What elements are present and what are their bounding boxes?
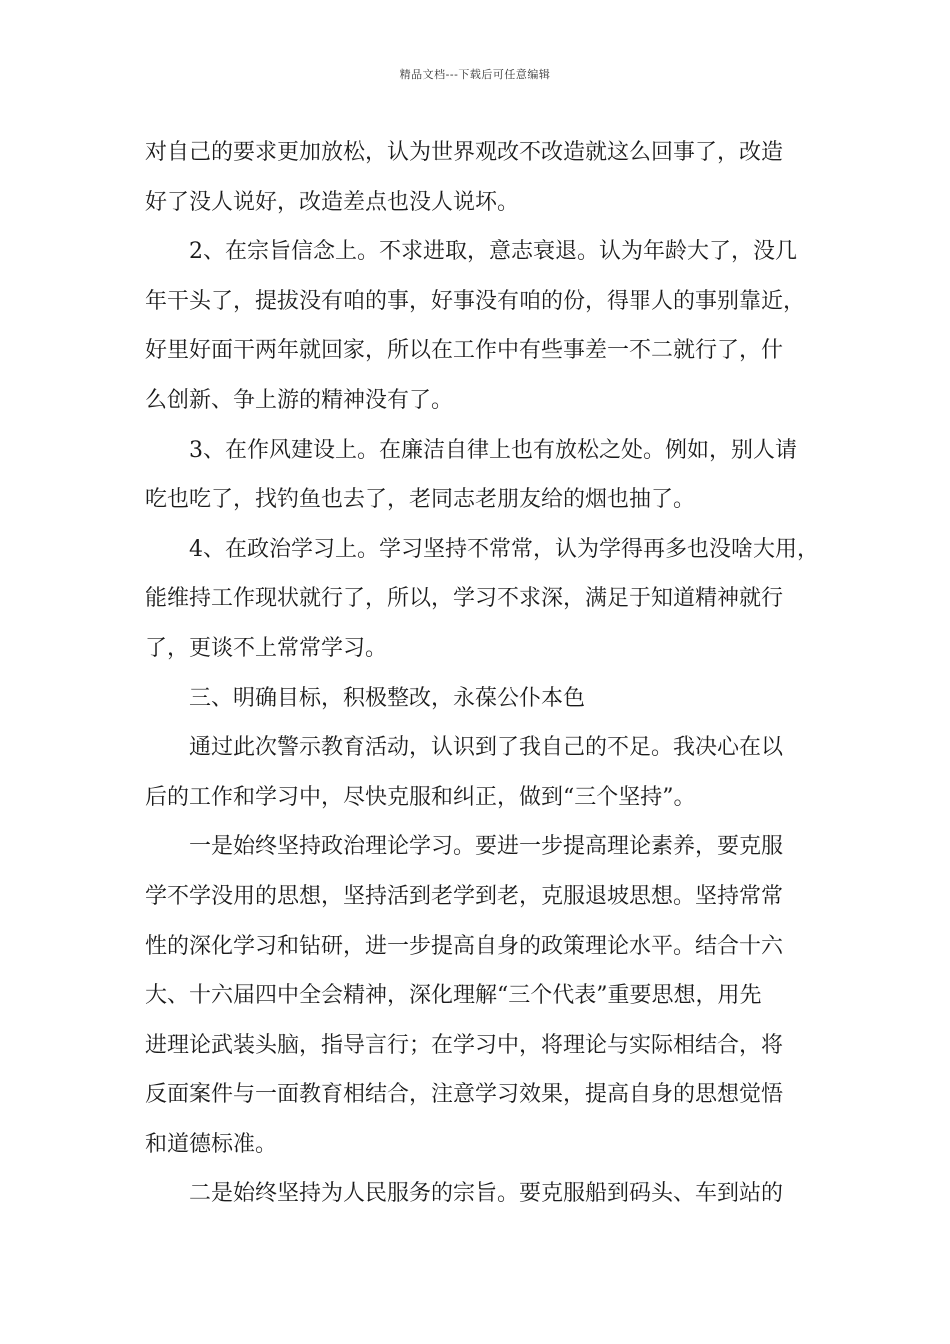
text-line: 么创新、争上游的精神没有了。 xyxy=(145,387,454,413)
paragraph-start-line: 通过此次警示教育活动，认识到了我自己的不足。我决心在以 xyxy=(189,735,784,761)
text-line: 吃也吃了，找钓鱼也去了，老同志老朋友给的烟也抽了。 xyxy=(145,487,696,513)
text-line: 好了没人说好，改造差点也没人说坏。 xyxy=(145,189,520,215)
text-line: 对自己的要求更加放松，认为世界观改不改造就这么回事了，改造 xyxy=(145,140,784,165)
paragraph-start-line: 一是始终坚持政治理论学习。要进一步提高理论素养，要克服 xyxy=(189,834,784,860)
section-heading: 三、明确目标，积极整改，永葆公仆本色 xyxy=(189,685,586,711)
text-line: 学不学没用的思想，坚持活到老学到老，克服退坡思想。坚持常常 xyxy=(145,883,784,909)
text-line: 能维持工作现状就行了，所以，学习不求深，满足于知道精神就行 xyxy=(145,586,784,612)
text-line: 大、十六届四中全会精神，深化理解“三个代表”重要思想，用先 xyxy=(145,983,762,1009)
text-line: 了，更谈不上常常学习。 xyxy=(145,635,388,661)
paragraph-start-line: 二是始终坚持为人民服务的宗旨。要克服船到码头、车到站的 xyxy=(189,1181,784,1207)
paragraph-start-line: 4、在政治学习上。学习坚持不常常，认为学得再多也没啥大用， xyxy=(189,536,819,562)
text-line: 进理论武装头脑，指导言行；在学习中，将理论与实际相结合，将 xyxy=(145,1032,784,1058)
paragraph-start-line: 3、在作风建设上。在廉洁自律上也有放松之处。例如，别人请 xyxy=(189,437,797,463)
text-line: 性的深化学习和钻研，进一步提高自身的政策理论水平。结合十六 xyxy=(145,933,784,959)
text-line: 和道德标准。 xyxy=(145,1131,278,1157)
document-body xyxy=(145,128,819,1219)
text-line: 后的工作和学习中，尽快克服和纠正，做到“三个坚持”。 xyxy=(145,784,696,810)
text-line: 好里好面干两年就回家，所以在工作中有些事差一不二就行了，什 xyxy=(145,338,784,364)
paragraph-start-line: 2、在宗旨信念上。不求进取，意志衰退。认为年龄大了，没几 xyxy=(189,239,797,265)
text-line: 反面案件与一面教育相结合，注意学习效果，提高自身的思想觉悟 xyxy=(145,1082,784,1108)
text-line: 年干头了，提拔没有咱的事，好事没有咱的份，得罪人的事别靠近， xyxy=(145,288,806,314)
page-header: 精品文档---下载后可任意编辑 xyxy=(399,68,551,81)
